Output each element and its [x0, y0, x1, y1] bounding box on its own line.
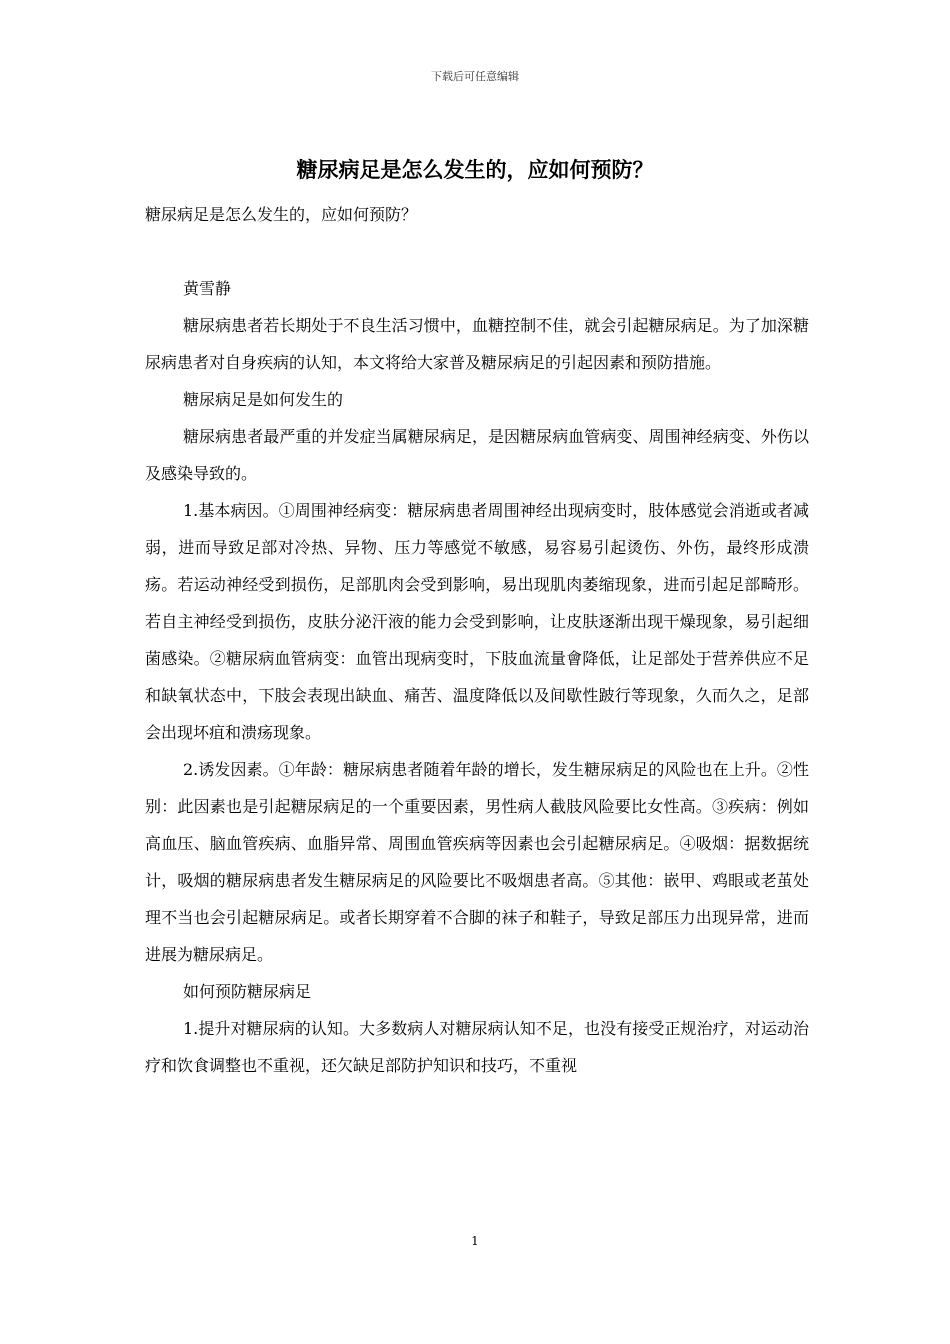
body-paragraph: 1.基本病因。①周围神经病变：糖尿病患者周围神经出现病变时，肢体感觉会消逝或者减弱，进而导致足部对冷热、异物、压力等感觉不敏感，易容易引起烫伤、外伤，最终形成溃疡。若运动神经受到损伤，足部肌肉会受到影响，易出现肌肉萎缩现象，进而引起足部畸形。若自主神经受到损伤，皮肤分泌汗液的能力会受到影响，让皮肤逐渐出现干燥现象，易引起细菌感染。②糖尿病血管病变：血管出现病变时，下肢血流量會降低，让足部处于营养供应不足和缺氧状态中，下肢会表现出缺血、痛苦、温度降低以及间歇性跛行等现象，久而久之，足部会出现坏疽和溃疡现象。 [145, 501, 809, 742]
section-heading-cause: 糖尿病足是如何发生的 [183, 390, 344, 409]
blank-line [145, 233, 809, 270]
document-body [145, 196, 809, 1084]
page-number: 1 [471, 1234, 479, 1248]
section-heading-prevention: 如何预防糖尿病足 [183, 982, 312, 1001]
body-paragraph: 1.提升对糖尿病的认知。大多数病人对糖尿病认知不足，也没有接受正规治疗，对运动治疗和饮食调整也不重视，还欠缺足部防护知识和技巧，不重视 [145, 1019, 809, 1075]
header-note: 下载后可任意编辑 [431, 70, 519, 83]
body-paragraph: 2.诱发因素。①年龄：糖尿病患者随着年龄的增长，发生糖尿病足的风险也在上升。②性别：此因素也是引起糖尿病足的一个重要因素，男性病人截肢风险要比女性高。③疾病：例如高血压、脑血管疾病、血脂异常、周围血管疾病等因素也会引起糖尿病足。④吸烟：据数据统计，吸烟的糖尿病患者发生糖尿病足的风险要比不吸烟患者高。⑤其他：嵌甲、鸡眼或老茧处理不当也会引起糖尿病足。或者长期穿着不合脚的袜子和鞋子，导致足部压力出现异常，进而进展为糖尿病足。 [145, 760, 809, 964]
body-paragraph: 糖尿病患者最严重的并发症当属糖尿病足，是因糖尿病血管病变、周围神经病变、外伤以及感染导致的。 [145, 427, 809, 483]
subtitle: 糖尿病足是怎么发生的，应如何预防？ [145, 205, 418, 224]
author: 黄雪静 [183, 279, 232, 298]
intro-paragraph: 糖尿病患者若长期处于不良生活习惯中，血糖控制不佳，就会引起糖尿病足。为了加深糖尿病患者对自身疾病的认知，本文将给大家普及糖尿病足的引起因素和预防措施。 [145, 316, 809, 372]
document-title: 糖尿病足是怎么发生的，应如何预防？ [296, 157, 654, 182]
